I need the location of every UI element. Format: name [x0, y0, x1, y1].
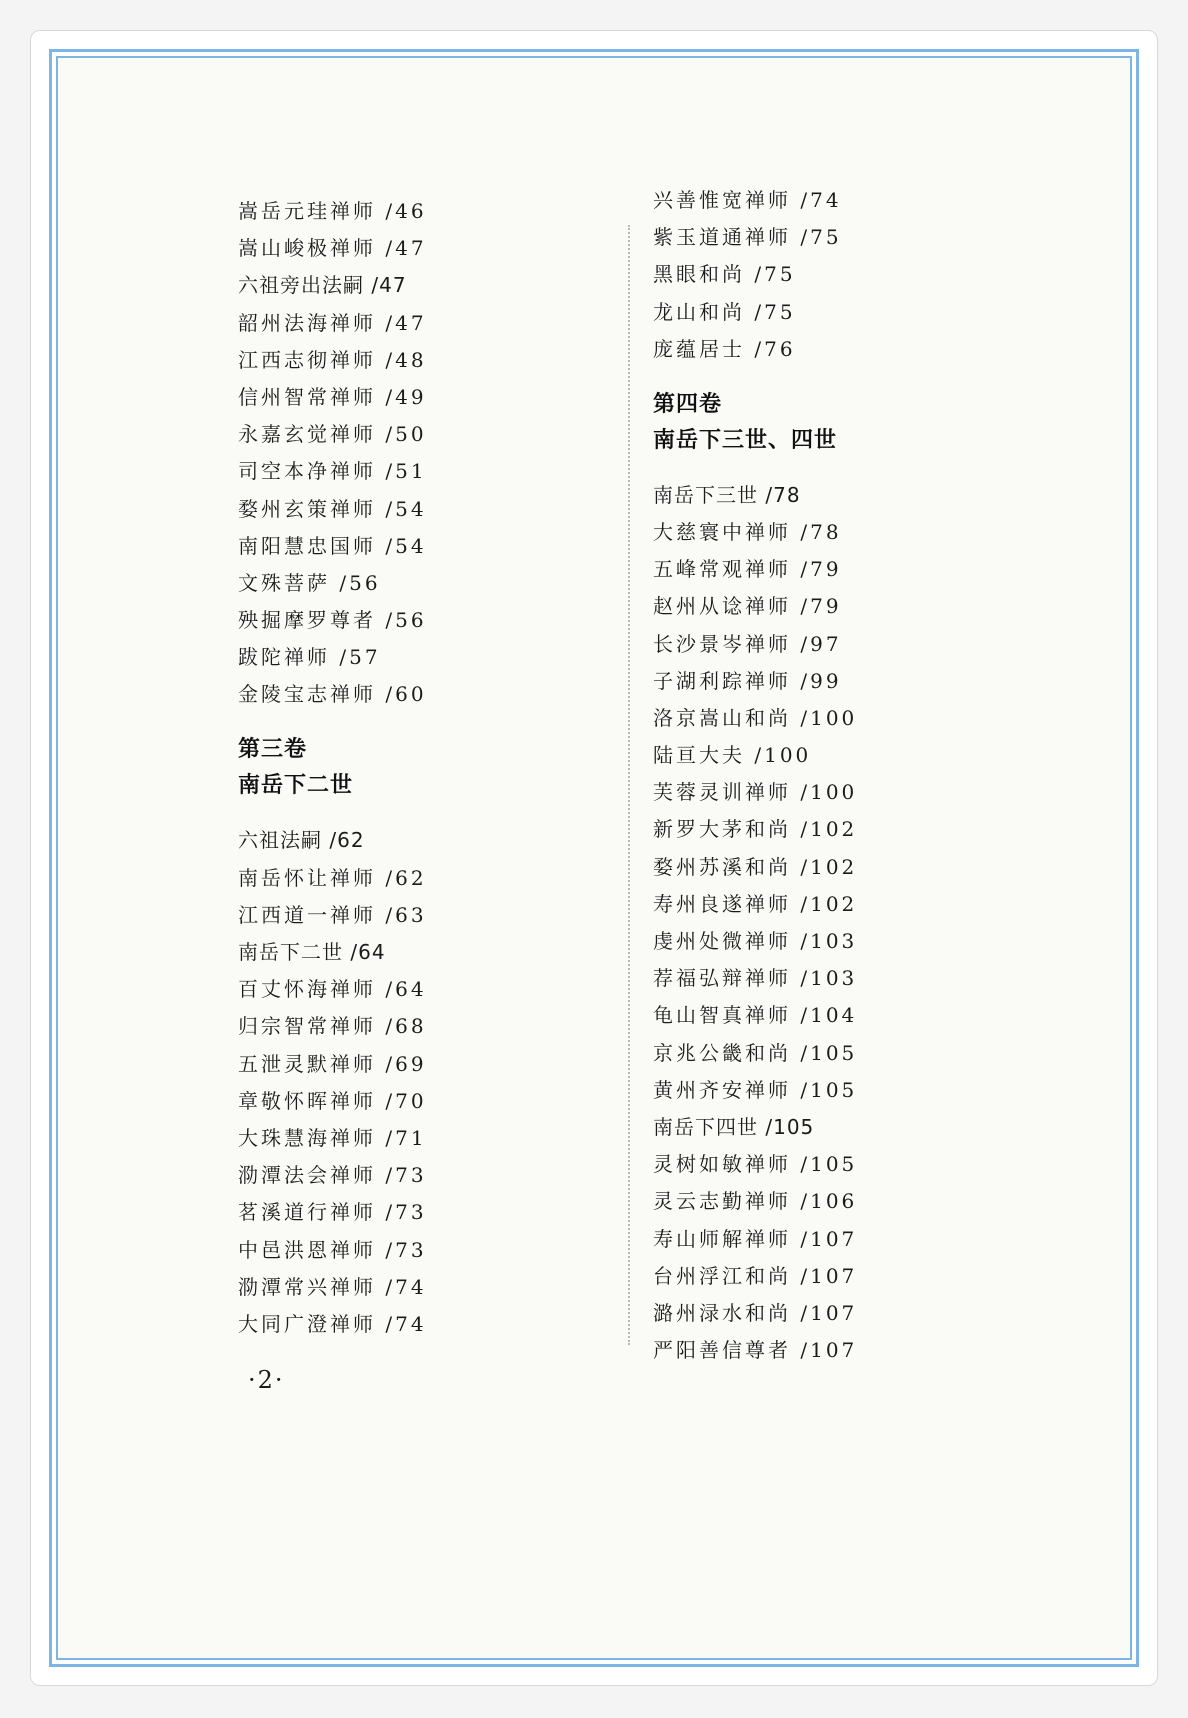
toc-entry: 虔州处微禅师 /103: [653, 929, 858, 953]
toc-entry: 寿山师解禅师 /107: [653, 1226, 858, 1251]
toc-entry: 台州浮江和尚 /107: [653, 1263, 858, 1288]
toc-section-heading: 南岳下三世 /78: [653, 482, 801, 507]
column-divider: [628, 225, 630, 1345]
toc-entry: 严阳善信尊者 /107: [653, 1338, 858, 1363]
toc-entry: 中邑洪恩禅师 /73: [238, 1237, 427, 1262]
volume-title: 南岳下二世: [238, 773, 354, 799]
toc-entry: 百丈怀海禅师 /64: [238, 977, 427, 1002]
toc-section-heading: 六祖法嗣 /62: [238, 828, 365, 853]
toc-entry: 南阳慧忠国师 /54: [238, 533, 427, 558]
toc-section-heading: 南岳下二世 /64: [238, 940, 386, 964]
toc-entry: 江西道一禅师 /63: [238, 902, 427, 927]
toc-entry: 陆亘大夫 /100: [653, 743, 812, 768]
toc-entry: 大珠慧海禅师 /71: [238, 1125, 427, 1150]
toc-entry: 京兆公畿和尚 /105: [653, 1040, 858, 1065]
toc-entry: 韶州法海禅师 /47: [238, 310, 427, 335]
toc-entry: 五泄灵默禅师 /69: [238, 1051, 427, 1076]
toc-entry: 龟山智真禅师 /104: [653, 1003, 858, 1028]
toc-entry: 荐福弘辩禅师 /103: [653, 966, 858, 991]
page-number: ·2·: [248, 1366, 285, 1394]
toc-entry: 文殊菩萨 /56: [238, 570, 381, 595]
toc-entry: 赵州从谂禅师 /79: [653, 594, 842, 619]
volume-heading: [653, 387, 983, 459]
toc-entry: 五峰常观禅师 /79: [653, 557, 842, 582]
toc-entry: 寿州良遂禅师 /102: [653, 891, 858, 916]
toc-entry: 龙山和尚 /75: [653, 299, 796, 324]
toc-entry: 兴善惟宽禅师 /74: [653, 188, 842, 212]
toc-entry: 灵云志勤禅师 /106: [653, 1189, 858, 1214]
toc-entry: 南岳怀让禅师 /62: [238, 865, 427, 890]
toc-section-heading: 六祖旁出法嗣 /47: [238, 273, 407, 298]
toc-entry: 泐潭法会禅师 /73: [238, 1163, 427, 1188]
toc-entry: 嵩岳元珪禅师 /46: [238, 199, 427, 223]
toc-left-column: [238, 201, 538, 1351]
toc-entry: 新罗大茅和尚 /102: [653, 817, 858, 842]
toc-entry: 司空本净禅师 /51: [238, 459, 427, 484]
toc-entry: 殃掘摩罗尊者 /56: [238, 608, 427, 633]
toc-entry: 大慈寰中禅师 /78: [653, 519, 842, 544]
volume-number: 第四卷: [653, 391, 723, 417]
toc-entry: 黑眼和尚 /75: [653, 262, 796, 287]
toc-entry: 黄州齐安禅师 /105: [653, 1077, 858, 1102]
toc-entry: 跋陀禅师 /57: [238, 645, 381, 670]
toc-entry: 归宗智常禅师 /68: [238, 1014, 427, 1039]
toc-entry: 江西志彻禅师 /48: [238, 347, 427, 372]
toc-entry: 灵树如敏禅师 /105: [653, 1152, 858, 1177]
volume-heading: [238, 732, 538, 804]
toc-entry: 芙蓉灵训禅师 /100: [653, 780, 858, 805]
volume-title: 南岳下三世、四世: [653, 427, 838, 453]
toc-entry: 永嘉玄觉禅师 /50: [238, 422, 427, 447]
toc-section-heading: 南岳下四世 /105: [653, 1114, 815, 1139]
toc-entry: 紫玉道通禅师 /75: [653, 225, 842, 250]
toc-entry: 潞州渌水和尚 /107: [653, 1300, 858, 1325]
toc-entry: 庞蕴居士 /76: [653, 336, 796, 361]
toc-entry: 婺州玄策禅师 /54: [238, 496, 427, 521]
volume-number: 第三卷: [238, 737, 308, 763]
toc-entry: 信州智常禅师 /49: [238, 384, 427, 409]
toc-entry: 泐潭常兴禅师 /74: [238, 1274, 427, 1299]
toc-entry: 洛京嵩山和尚 /100: [653, 705, 858, 730]
toc-entry: 婺州苏溪和尚 /102: [653, 854, 858, 879]
document-page: [58, 58, 1130, 1658]
toc-right-column: [653, 190, 983, 1377]
toc-entry: 茗溪道行禅师 /73: [238, 1200, 427, 1225]
toc-entry: 金陵宝志禅师 /60: [238, 682, 427, 707]
toc-entry: 长沙景岑禅师 /97: [653, 631, 842, 656]
toc-entry: 章敬怀晖禅师 /70: [238, 1088, 427, 1113]
toc-entry: 大同广澄禅师 /74: [238, 1311, 427, 1336]
toc-entry: 嵩山峻极禅师 /47: [238, 236, 427, 261]
toc-entry: 子湖利踪禅师 /99: [653, 668, 842, 693]
